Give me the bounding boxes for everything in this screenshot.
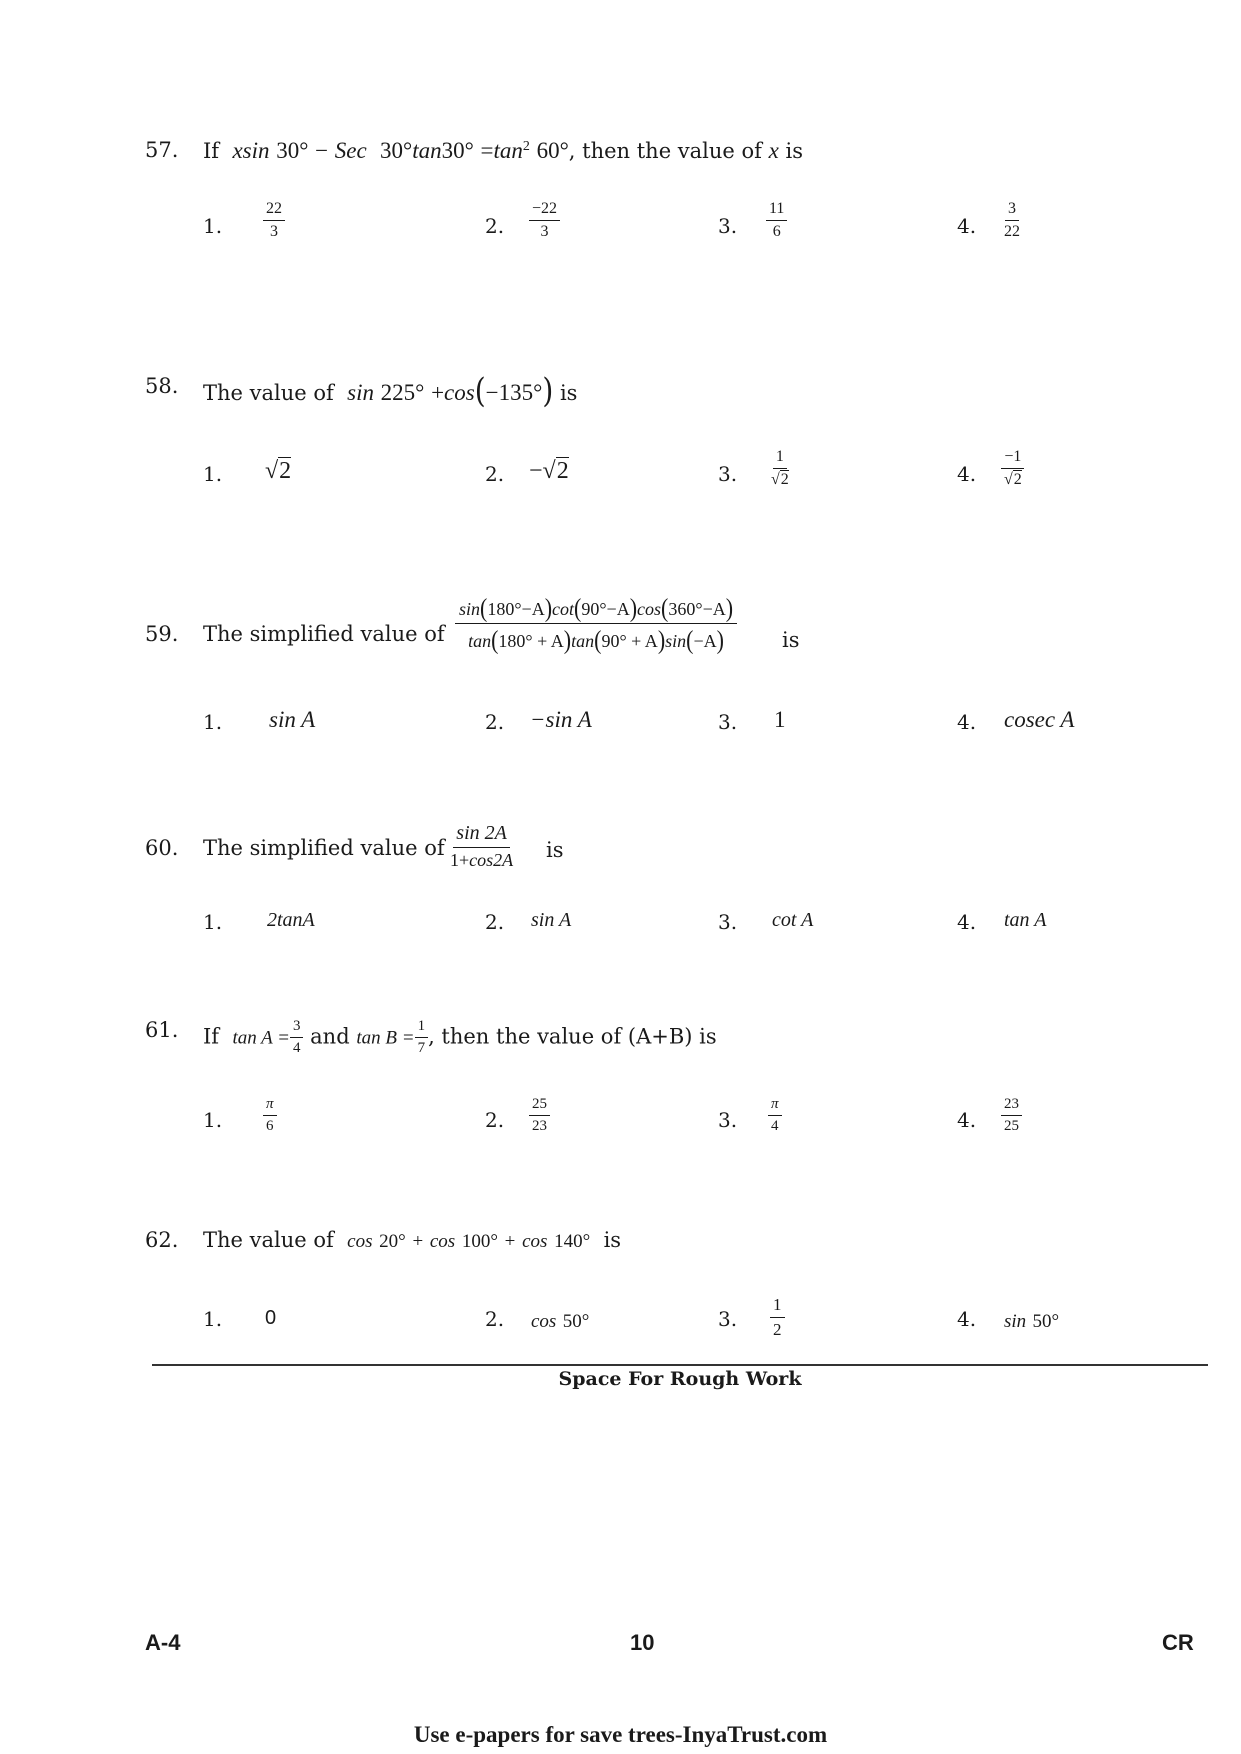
math-exponent: 2 — [522, 139, 530, 154]
math-func: sin — [242, 138, 270, 163]
frac-den: tan(180° + A)tan(90° + A)sin(−A) — [468, 624, 724, 655]
math-func: cos — [531, 1311, 557, 1332]
math-var: x — [232, 138, 243, 163]
option-label: 1. — [203, 1108, 223, 1132]
math-op: + — [412, 1231, 424, 1252]
math-op: + — [504, 1231, 516, 1252]
frac-num: 25 — [529, 1096, 550, 1116]
frac-num: sin(180°−A)cot(90°−A)cos(360°−A) — [455, 595, 737, 624]
option-value: −sin A — [530, 707, 592, 732]
option-label: 1. — [203, 710, 223, 734]
frac-den: 22 — [1004, 223, 1020, 241]
math-angle: 60° — [536, 138, 569, 163]
q59-fraction — [455, 592, 737, 655]
math-angle: 20° — [379, 1231, 406, 1252]
frac-den: 6 — [266, 1118, 274, 1135]
option-label: 2. — [485, 710, 505, 734]
math-angle: 100° — [461, 1231, 498, 1252]
option-fraction — [766, 200, 787, 242]
sqrt: √2 — [542, 458, 569, 484]
option-label: 1. — [203, 1307, 223, 1331]
question-number: 57. — [145, 138, 179, 162]
frac-den — [447, 848, 516, 871]
frac-den: 4 — [292, 1040, 301, 1057]
question-prompt: The simplified value of — [203, 836, 445, 860]
q60-fraction — [447, 822, 516, 871]
option-fraction — [768, 1096, 782, 1136]
question-number: 62. — [145, 1228, 179, 1252]
option-label: 1. — [203, 910, 223, 934]
option-fraction — [529, 200, 560, 242]
option-label: 3. — [718, 710, 738, 734]
option-value: cot A — [772, 909, 814, 931]
frac-den: 2 — [773, 1319, 782, 1339]
frac-tanB — [415, 1018, 429, 1058]
math-func: cos — [522, 1231, 548, 1252]
math-expr: tan B = — [356, 1027, 415, 1049]
option-value: sin A — [269, 707, 316, 732]
prompt-text: is — [603, 1228, 622, 1252]
option-label: 3. — [718, 910, 738, 934]
math-func: sin — [665, 631, 687, 652]
math-func: sin — [1004, 1311, 1027, 1332]
prompt-text: , then the value of (A+B) is — [428, 1024, 717, 1049]
prompt-text: If — [203, 139, 220, 163]
prompt-text: is — [559, 381, 578, 405]
math-angle: 225° — [380, 380, 425, 405]
radicand: 2 — [279, 458, 292, 484]
rough-work-divider — [152, 1364, 1208, 1366]
option-fraction: $\frac{1}{√2}$ — [771, 448, 789, 489]
frac-num: −1 — [1001, 448, 1024, 469]
math-angle: 140° — [554, 1231, 591, 1252]
math-func: cos — [347, 1231, 373, 1252]
option-fraction — [529, 1096, 550, 1136]
math-func: sin — [459, 599, 481, 619]
math-arg: 360°−A — [668, 599, 726, 619]
option-label: 2. — [485, 462, 505, 486]
option-label: 1. — [203, 214, 223, 238]
option-label: 1. — [203, 462, 223, 486]
math-angle: 30° — [441, 138, 474, 163]
frac-num: 23 — [1001, 1096, 1022, 1116]
math-func: cot — [552, 599, 575, 619]
option-label: 2. — [485, 910, 505, 934]
question-prompt — [203, 138, 803, 164]
prompt-text: , then the value of — [568, 139, 762, 163]
question-number: 60. — [145, 836, 179, 860]
math-arg: 180°−A — [487, 599, 545, 619]
math-angle: −135° — [485, 380, 543, 405]
series-code: CR — [1162, 1630, 1194, 1655]
option-fraction — [263, 1096, 277, 1136]
frac-num: −22 — [529, 200, 560, 221]
math-op: + — [459, 850, 470, 870]
math-angle: 50° — [1032, 1311, 1060, 1332]
option-fraction: $\frac{-1}{√2}$ — [1001, 448, 1025, 490]
sqrt: √2 — [265, 458, 292, 484]
math-func: tan — [493, 138, 523, 163]
frac-num: π — [768, 1096, 782, 1116]
prompt-text: is — [785, 139, 804, 163]
frac-num: 11 — [766, 200, 787, 221]
rough-work-heading: Space For Rough Work — [558, 1368, 802, 1390]
frac-den: 3 — [540, 223, 549, 241]
option-value: tan A — [1004, 909, 1047, 931]
math-op: − — [529, 458, 543, 484]
question-prompt: The simplified value of — [203, 622, 445, 646]
frac-den: 3 — [270, 223, 278, 241]
prompt-text: is — [782, 628, 800, 652]
option-value: cosec A — [1004, 707, 1075, 732]
frac-num: 3 — [1005, 200, 1019, 221]
frac-den: 23 — [532, 1118, 547, 1135]
frac-den: 7 — [417, 1040, 426, 1057]
question-number: 59. — [145, 622, 179, 646]
math-op: − — [315, 138, 329, 163]
frac-num: 3 — [290, 1018, 304, 1038]
option-label: 4. — [957, 710, 977, 734]
math-angle: 30° — [380, 138, 413, 163]
option-label: 4. — [957, 214, 977, 238]
math-func: cos — [444, 380, 475, 405]
option-label: 3. — [718, 214, 738, 238]
math-var: x — [768, 138, 779, 163]
option-fraction — [1001, 200, 1023, 242]
frac-num: 1 — [773, 448, 787, 469]
math-op: = — [480, 138, 494, 163]
option-fraction — [263, 200, 285, 242]
option-label: 3. — [718, 1108, 738, 1132]
option-label: 4. — [957, 1108, 977, 1132]
radicand: 2 — [556, 458, 569, 484]
prompt-text: and — [310, 1024, 350, 1049]
page-number: 10 — [630, 1630, 655, 1655]
option-fraction — [1001, 1096, 1022, 1136]
math-func: cos — [637, 599, 662, 619]
frac-den: 25 — [1004, 1118, 1019, 1135]
option-label: 4. — [957, 1307, 977, 1331]
option-label: 4. — [957, 910, 977, 934]
math-arg: 90° + A — [601, 631, 658, 652]
math-func: tan — [468, 631, 492, 652]
math-op: + — [431, 380, 445, 405]
radicand: 2 — [780, 471, 789, 489]
option-value: 0 — [265, 1307, 277, 1329]
frac-den: 4 — [771, 1118, 779, 1135]
math-arg: 90°−A — [581, 599, 630, 619]
prompt-text: is — [546, 838, 564, 862]
math-arg: 180° + A — [498, 631, 564, 652]
prompt-text: If — [203, 1024, 220, 1049]
prompt-text: The value of — [203, 381, 334, 405]
option-value: 2tanA — [267, 909, 315, 931]
math-func: cos — [429, 1231, 456, 1252]
math-angle: 50° — [562, 1311, 590, 1332]
frac-num: 22 — [263, 200, 285, 221]
frac-num: 1 — [770, 1295, 785, 1318]
option-fraction — [770, 1295, 785, 1339]
frac-tanA — [290, 1018, 304, 1058]
question-prompt — [203, 1018, 717, 1058]
frac-den: 6 — [772, 223, 781, 241]
math-func: cos2A — [469, 850, 514, 870]
bottom-note: Use e-papers for save trees-InyaTrust.com — [413, 1722, 828, 1747]
frac-num: sin 2A — [453, 822, 510, 848]
math-arg: −A — [693, 631, 717, 652]
option-label: 2. — [485, 1307, 505, 1331]
frac-num: 1 — [415, 1018, 429, 1038]
option-label: 2. — [485, 1108, 505, 1132]
frac-num: π — [263, 1096, 277, 1116]
option-label: 3. — [718, 462, 738, 486]
question-number: 61. — [145, 1018, 179, 1042]
math-func: tan — [571, 631, 595, 652]
question-prompt: The value of sin 225° +cos(−135°) is — [203, 370, 578, 411]
question-number: 58. — [145, 374, 179, 398]
option-label: 4. — [957, 462, 977, 486]
math-expr: tan A = — [232, 1027, 290, 1049]
option-label: 3. — [718, 1307, 738, 1331]
math-num: 1 — [450, 850, 459, 870]
math-angle: 30° — [276, 138, 309, 163]
question-prompt — [203, 1228, 621, 1253]
paper-code: A-4 — [145, 1630, 181, 1655]
option-value: sin A — [531, 909, 572, 931]
math-func: Sec — [334, 138, 367, 163]
math-func: tan — [412, 138, 442, 163]
radicand: 2 — [1013, 471, 1022, 489]
math-func: sin — [347, 380, 374, 405]
option-label: 2. — [485, 214, 505, 238]
prompt-text: The value of — [203, 1228, 334, 1252]
option-value: 1 — [774, 707, 786, 732]
